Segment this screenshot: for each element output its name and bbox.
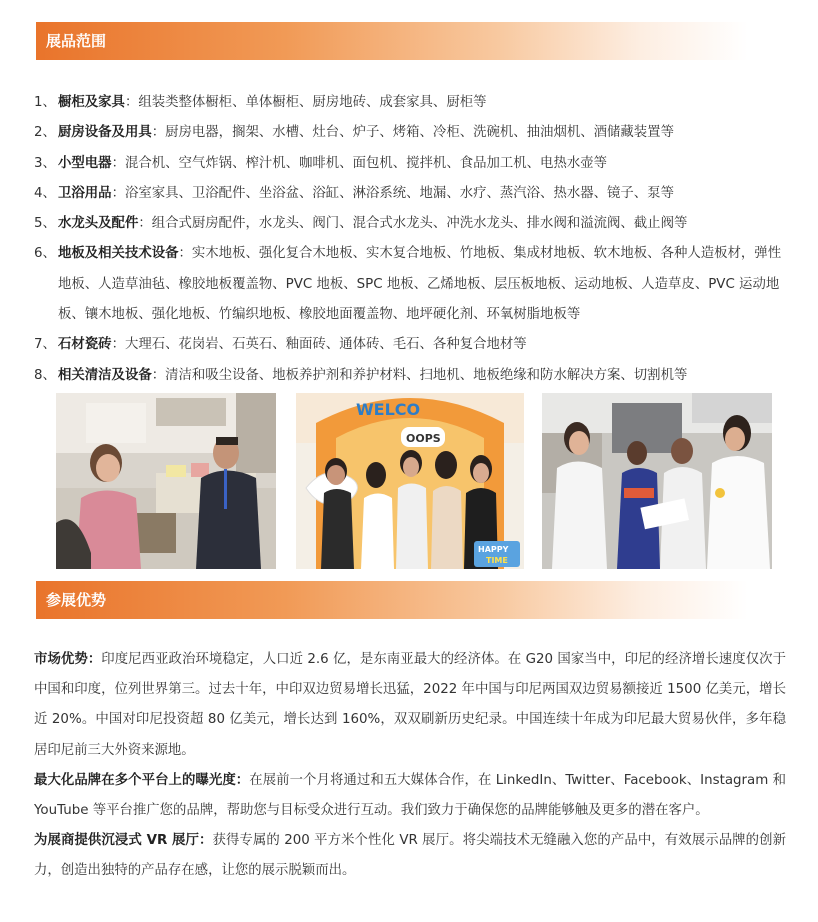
list-item: [34, 88, 786, 118]
list-item: [34, 209, 786, 239]
item-number: 3、: [34, 155, 56, 171]
item-sep: ：: [151, 125, 166, 141]
item-number: 2、: [34, 125, 56, 141]
item-number: 7、: [34, 337, 56, 353]
item-category: 厨房设备及用具: [58, 125, 152, 141]
happy-sign-text: HAPPY: [478, 545, 509, 554]
list-item: [34, 330, 786, 360]
item-number: 4、: [34, 185, 56, 201]
list-item: [34, 239, 786, 330]
item-desc: 实木地板、强化复合木地板、实木复合地板、竹地板、集成材地板、软木地板、各种人造板材，弹性地板、人造草油毡、橡胶地板覆盖物、PVC 地板、SPC 地板、乙烯地板、层压板地板、运动地板、人造草皮、PVC 运动地板、镶木地板、强化地板、竹编织地板、橡胶地面覆盖物、地坪硬化剂、环氧树脂地板等: [58, 246, 782, 323]
advantage-sep: ：: [198, 833, 213, 849]
item-sep: ：: [111, 185, 125, 201]
item-desc: 清洁和吸尘设备、地板养护剂和养护材料、扫地机、地板绝缘和防水解决方案、切割机等: [165, 367, 688, 383]
item-sep: ：: [111, 155, 125, 171]
advantage-text: 印度尼西亚政治环境稳定，人口近 2.6 亿，是东南亚最大的经济体。在 G20 国家当中，印尼的经济增长速度仅次于中国和印度，位列世界第三。过去十年，中印双边贸易增长迅猛，2022 年中国与印尼两国双边贸易额接近 1500 亿美元，增长近 20%。中国对印尼投资超 80 亿美元，增长达到 160%，双双刷新历史纪录。中国连续十年成为印尼最大贸易伙伴，多年稳居印尼前三大外资来源地。: [34, 652, 787, 758]
item-desc: 厨房电器，搁架、水槽、灶台、炉子、烤箱、冷柜、洗碗机、抽油烟机、酒储藏装置等: [165, 125, 674, 141]
advantage-sep: ：: [87, 652, 102, 667]
item-sep: ：: [111, 337, 125, 353]
oops-sign-text: OOPS: [406, 432, 441, 445]
exhibit-list: [34, 88, 786, 391]
list-item: [34, 118, 786, 148]
advantage-paragraph: [34, 645, 786, 766]
time-sign-text: TIME: [486, 556, 508, 565]
item-desc: 组装类整体橱柜、单体橱柜、厨房地砖、成套家具、厨柜等: [138, 95, 487, 110]
list-item: [34, 361, 786, 391]
item-sep: ：: [178, 246, 192, 262]
advantage-paragraph: [34, 766, 786, 826]
advantage-label: 最大化品牌在多个平台上的曝光度: [34, 772, 236, 788]
section-title: 展品范围: [46, 32, 107, 50]
item-sep: ：: [124, 95, 139, 110]
item-category: 水龙头及配件: [58, 216, 139, 232]
section-header-exhibits: [36, 22, 748, 60]
item-desc: 大理石、花岗岩、石英石、釉面砖、通体砖、毛石、各种复合地材等: [124, 337, 527, 353]
item-category: 地板及相关技术设备: [58, 246, 179, 262]
item-category: 石材瓷砖: [58, 337, 112, 353]
section-title: 参展优势: [46, 591, 107, 609]
item-number: 6、: [34, 246, 56, 262]
advantage-paragraph: [34, 826, 786, 886]
item-sep: ：: [138, 216, 152, 232]
item-category: 卫浴用品: [58, 185, 112, 201]
item-desc: 混合机、空气炸锅、榨汁机、咖啡机、面包机、搅拌机、食品加工机、电热水壶等: [124, 155, 608, 171]
list-item: [34, 179, 786, 209]
exhibition-photo-group: [296, 393, 524, 569]
item-number: 8、: [34, 367, 56, 383]
item-desc: 组合式厨房配件，水龙头、阀门、混合式水龙头、冲洗水龙头、排水阀和溢流阀、截止阀等: [151, 216, 688, 232]
advantage-label: 为展商提供沉浸式 VR 展厅: [34, 833, 199, 849]
advantage-text: 在展前一个月将通过和五大媒体合作，在 LinkedIn、Twitter、Facebook、Instagram 和 YouTube 等平台推广您的品牌，帮助您与目标受众进行互动。我们致力于确保您的品牌能够触及更多的潜在客户。: [34, 772, 786, 819]
item-sep: ：: [151, 367, 166, 383]
welcome-sign-text: WELCO: [356, 400, 421, 419]
advantage-text: 获得专属的 200 平方米个性化 VR 展厅。将尖端技术无缝融入您的产品中，有效展示品牌的创新力，创造出独特的产品存在感，让您的展示脱颖而出。: [34, 833, 787, 879]
item-category: 小型电器: [58, 155, 112, 171]
advantages-section: [34, 645, 786, 887]
item-number: 1、: [34, 95, 56, 110]
advantage-sep: ：: [235, 772, 250, 788]
exhibition-photo-registration: [542, 393, 772, 569]
item-category: 橱柜及家具: [58, 95, 125, 110]
item-category: 相关清洁及设备: [58, 367, 152, 383]
exhibition-photo-booth-visitors: [56, 393, 276, 569]
advantage-label: 市场优势: [34, 652, 88, 667]
list-item: [34, 149, 786, 179]
section-header-advantages: [36, 581, 748, 619]
item-number: 5、: [34, 216, 56, 232]
item-desc: 浴室家具、卫浴配件、坐浴盆、浴缸、淋浴系统、地漏、水疗、蒸汽浴、热水器、镜子、泵等: [124, 185, 674, 201]
